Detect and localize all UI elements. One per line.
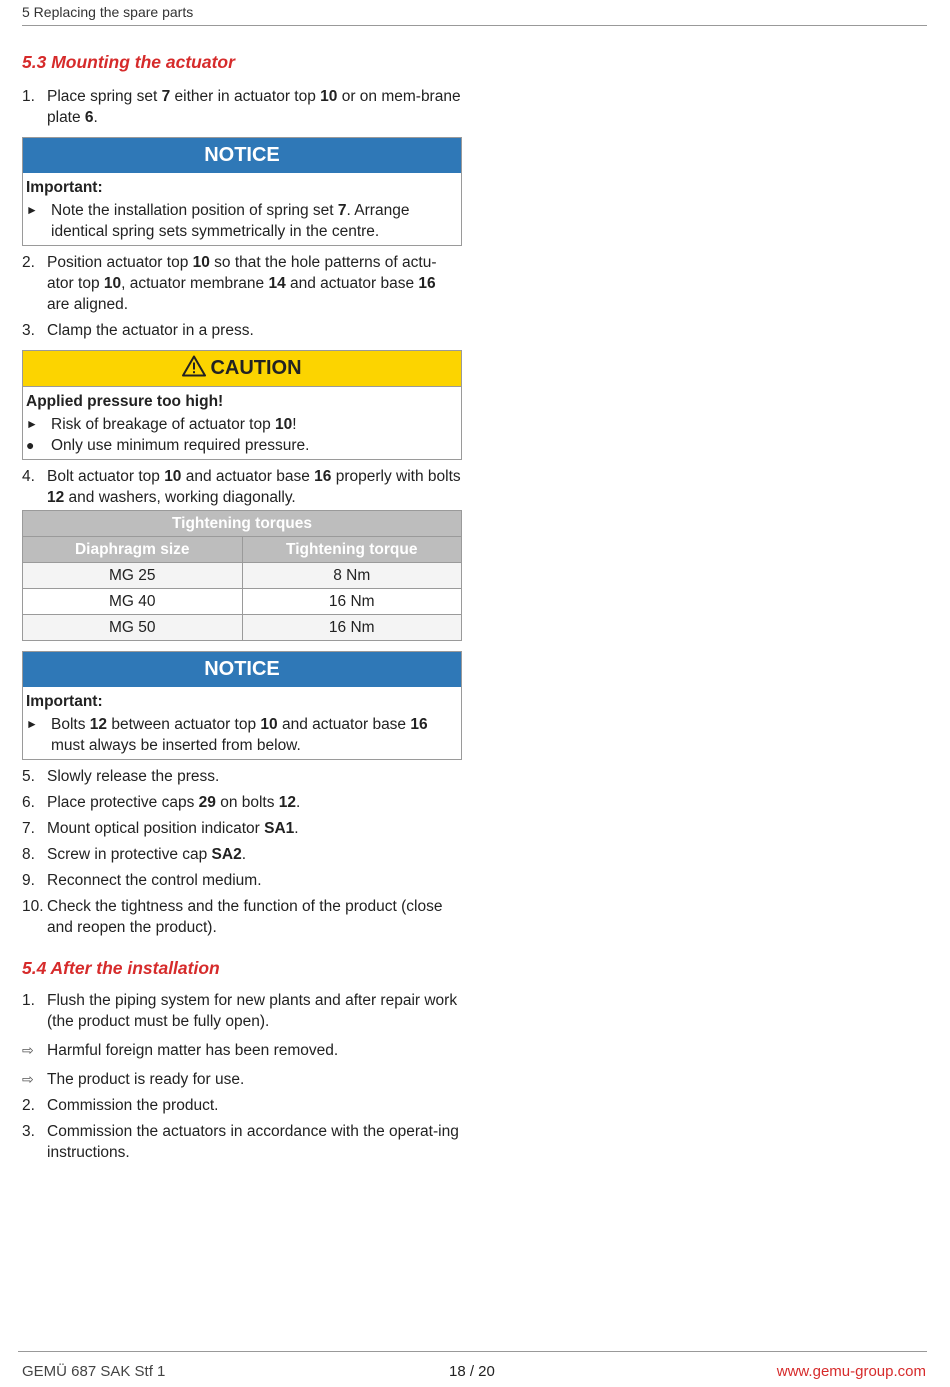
result-arrow-icon: ⇨	[22, 1042, 34, 1058]
step-text: Flush the piping system for new plants and after repair work (the product must be fully open).	[47, 992, 458, 1030]
step-9	[22, 870, 462, 891]
step-8	[22, 844, 462, 865]
dot-bullet-icon: ●	[26, 437, 35, 453]
section-title-after-installation: 5.4 After the installation	[22, 958, 220, 978]
after-step-1	[22, 990, 462, 1032]
table-cell-size: MG 50	[23, 615, 243, 641]
table-cell-size: MG 40	[23, 589, 243, 615]
notice-box-spring	[22, 137, 462, 246]
footer-product-name: GEMÜ 687 SAK Stf 1	[22, 1363, 166, 1380]
header-divider	[22, 25, 927, 26]
result-text: Harmful foreign matter has been removed.	[47, 1042, 339, 1059]
footer-website-link[interactable]: www.gemu-group.com	[776, 1363, 926, 1380]
step-10	[22, 896, 462, 938]
column-header-tightening-torque: Tightening torque	[242, 537, 462, 563]
table-row	[23, 563, 462, 589]
step-text: Reconnect the control medium.	[47, 872, 262, 889]
step-number: 3.	[22, 1123, 35, 1140]
notice-bullet-text: Bolts 12 between actuator top 10 and actuator base 16 must always be inserted from below.	[51, 716, 428, 754]
step-text: Place protective caps 29 on bolts 12.	[47, 794, 301, 811]
step-7	[22, 818, 462, 839]
notice-bullet-item	[26, 200, 458, 242]
step-text: Commission the product.	[47, 1097, 219, 1114]
result-arrow-icon: ⇨	[22, 1071, 34, 1087]
result-text: The product is ready for use.	[47, 1071, 245, 1088]
step-1	[22, 86, 462, 128]
table-row	[23, 615, 462, 641]
step-text: Mount optical position indicator SA1.	[47, 820, 299, 837]
notice-title: NOTICE	[23, 652, 461, 687]
tightening-torques-table	[22, 510, 462, 641]
result-item	[22, 1069, 462, 1090]
table-cell-torque: 16 Nm	[242, 615, 462, 641]
step-4	[22, 466, 462, 508]
notice-box-bolts	[22, 651, 462, 760]
step-number: 8.	[22, 846, 35, 863]
step-number: 9.	[22, 872, 35, 889]
caution-box	[22, 350, 462, 460]
caution-title: CAUTION	[210, 357, 302, 379]
table-row	[23, 589, 462, 615]
notice-important-label: Important:	[26, 179, 103, 196]
main-column	[22, 50, 462, 1168]
caution-bullet-measure	[26, 435, 458, 456]
table-cell-torque: 16 Nm	[242, 589, 462, 615]
column-header-diaphragm-size: Diaphragm size	[23, 537, 243, 563]
step-text: Position actuator top 10 so that the hole patterns of actu-ator top 10, actuator membrane 14 and actuator base 16 are aligned.	[47, 254, 437, 313]
footer-divider	[18, 1351, 927, 1352]
caution-risk-text: Risk of breakage of actuator top 10!	[51, 416, 297, 433]
caution-body	[23, 387, 461, 459]
after-step-2	[22, 1095, 462, 1116]
table-caption: Tightening torques	[23, 511, 462, 537]
step-text: Clamp the actuator in a press.	[47, 322, 254, 339]
arrow-bullet-icon: ►	[26, 203, 38, 217]
caution-bullet-risk	[26, 414, 458, 435]
step-number: 6.	[22, 794, 35, 811]
caution-heading: Applied pressure too high!	[26, 393, 224, 410]
notice-body	[23, 687, 461, 759]
after-step-3	[22, 1121, 462, 1163]
notice-bullet-item	[26, 714, 458, 756]
step-2	[22, 252, 462, 315]
result-item	[22, 1040, 462, 1061]
notice-bullet-text: Note the installation position of spring set 7. Arrange identical spring sets symmetrically in the centre.	[51, 202, 410, 240]
notice-title: NOTICE	[23, 138, 461, 173]
step-5	[22, 766, 462, 787]
step-text: Slowly release the press.	[47, 768, 220, 785]
step-number: 2.	[22, 1097, 35, 1114]
table-cell-size: MG 25	[23, 563, 243, 589]
warning-triangle-icon	[182, 355, 206, 383]
step-number: 1.	[22, 992, 35, 1009]
caution-measure-text: Only use minimum required pressure.	[51, 437, 310, 454]
table-cell-torque: 8 Nm	[242, 563, 462, 589]
step-3	[22, 320, 462, 341]
step-text: Place spring set 7 either in actuator top 10 or on mem-brane plate 6.	[47, 88, 461, 126]
footer-page-number: 18 / 20	[449, 1363, 495, 1380]
step-number: 4.	[22, 468, 35, 485]
step-text: Bolt actuator top 10 and actuator base 16 properly with bolts 12 and washers, working diagonally.	[47, 468, 461, 506]
notice-important-label: Important:	[26, 693, 103, 710]
arrow-bullet-icon: ►	[26, 417, 38, 431]
arrow-bullet-icon: ►	[26, 717, 38, 731]
section-title-mounting: 5.3 Mounting the actuator	[22, 52, 235, 72]
step-number: 1.	[22, 88, 35, 105]
caution-title-bar	[23, 351, 461, 387]
step-text: Commission the actuators in accordance with the operat-ing instructions.	[47, 1123, 459, 1161]
step-number: 7.	[22, 820, 35, 837]
step-6	[22, 792, 462, 813]
page-header: 5 Replacing the spare parts	[22, 4, 194, 20]
step-number: 10.	[22, 898, 44, 915]
notice-body	[23, 173, 461, 245]
step-number: 3.	[22, 322, 35, 339]
step-number: 5.	[22, 768, 35, 785]
step-number: 2.	[22, 254, 35, 271]
step-text: Check the tightness and the function of the product (close and reopen the product).	[47, 898, 443, 936]
step-text: Screw in protective cap SA2.	[47, 846, 247, 863]
